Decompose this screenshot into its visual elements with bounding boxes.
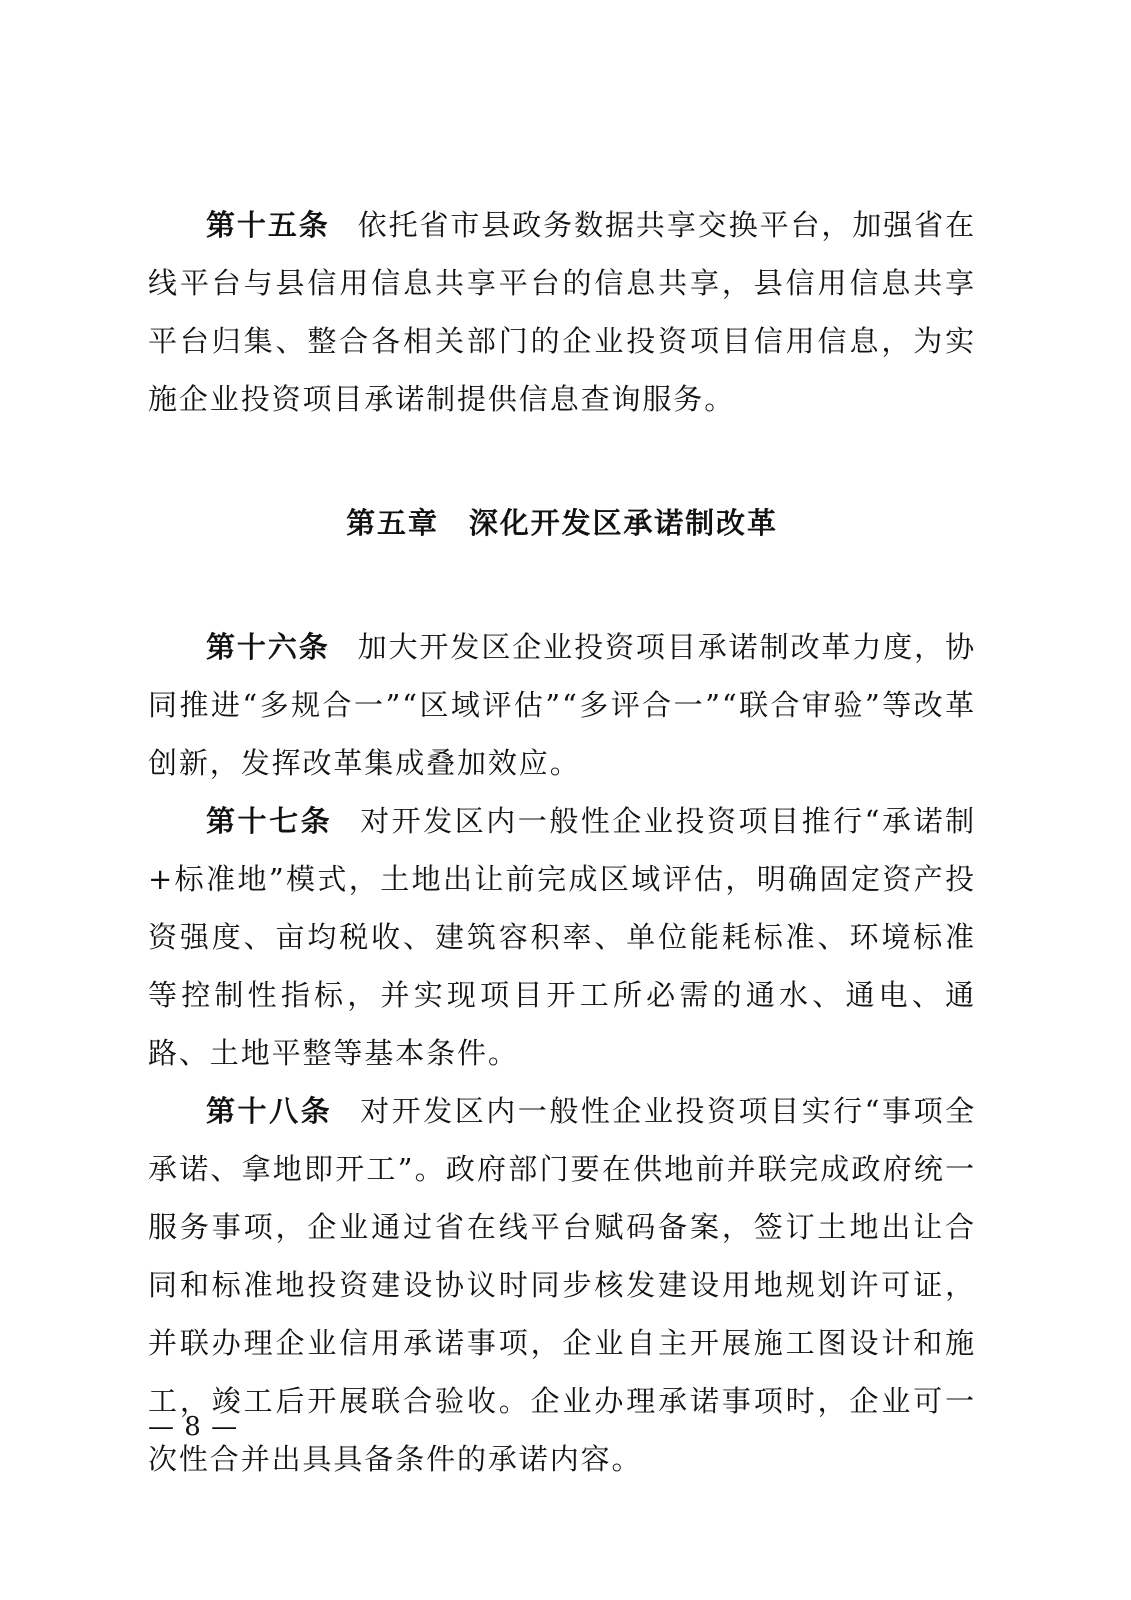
article-17-label: 第十七条 (206, 804, 333, 838)
article-18-label: 第十八条 (206, 1094, 333, 1128)
article-17 (148, 792, 976, 1082)
page-number: — 8 — (148, 1412, 239, 1442)
article-16 (148, 618, 976, 792)
document-body (148, 196, 976, 1488)
article-15-text: 依托省市县政务数据共享交换平台，加强省在线平台与县信用信息共享平台的信息共享，县信用信息共享平台归集、整合各相关部门的企业投资项目信用信息，为实施企业投资项目承诺制提供信息查询服务。 (148, 208, 976, 416)
chapter-heading (148, 494, 976, 552)
article-17-text: 对开发区内一般性企业投资项目推行“承诺制+标准地”模式，土地出让前完成区域评估，明确固定资产投资强度、亩均税收、建筑容积率、单位能耗标准、环境标准等控制性指标，并实现项目开工所必需的通水、通电、通路、土地平整等基本条件。 (148, 804, 976, 1070)
article-15 (148, 196, 976, 428)
chapter-title: 深化开发区承诺制改革 (468, 506, 778, 540)
chapter-number: 第五章 (346, 506, 439, 540)
article-15-label: 第十五条 (206, 208, 330, 242)
article-18 (148, 1082, 976, 1488)
article-16-label: 第十六条 (206, 630, 330, 664)
article-16-text: 加大开发区企业投资项目承诺制改革力度，协同推进“多规合一”“区域评估”“多评合一”“联合审验”等改革创新，发挥改革集成叠加效应。 (148, 630, 976, 780)
article-18-text: 对开发区内一般性企业投资项目实行“事项全承诺、拿地即开工”。政府部门要在供地前并联完成政府统一服务事项，企业通过省在线平台赋码备案，签订土地出让合同和标准地投资建设协议时同步核发建设用地规划许可证，并联办理企业信用承诺事项，企业自主开展施工图设计和施工，竣工后开展联合验收。企业办理承诺事项时，企业可一次性合并出具具备条件的承诺内容。 (148, 1094, 976, 1476)
